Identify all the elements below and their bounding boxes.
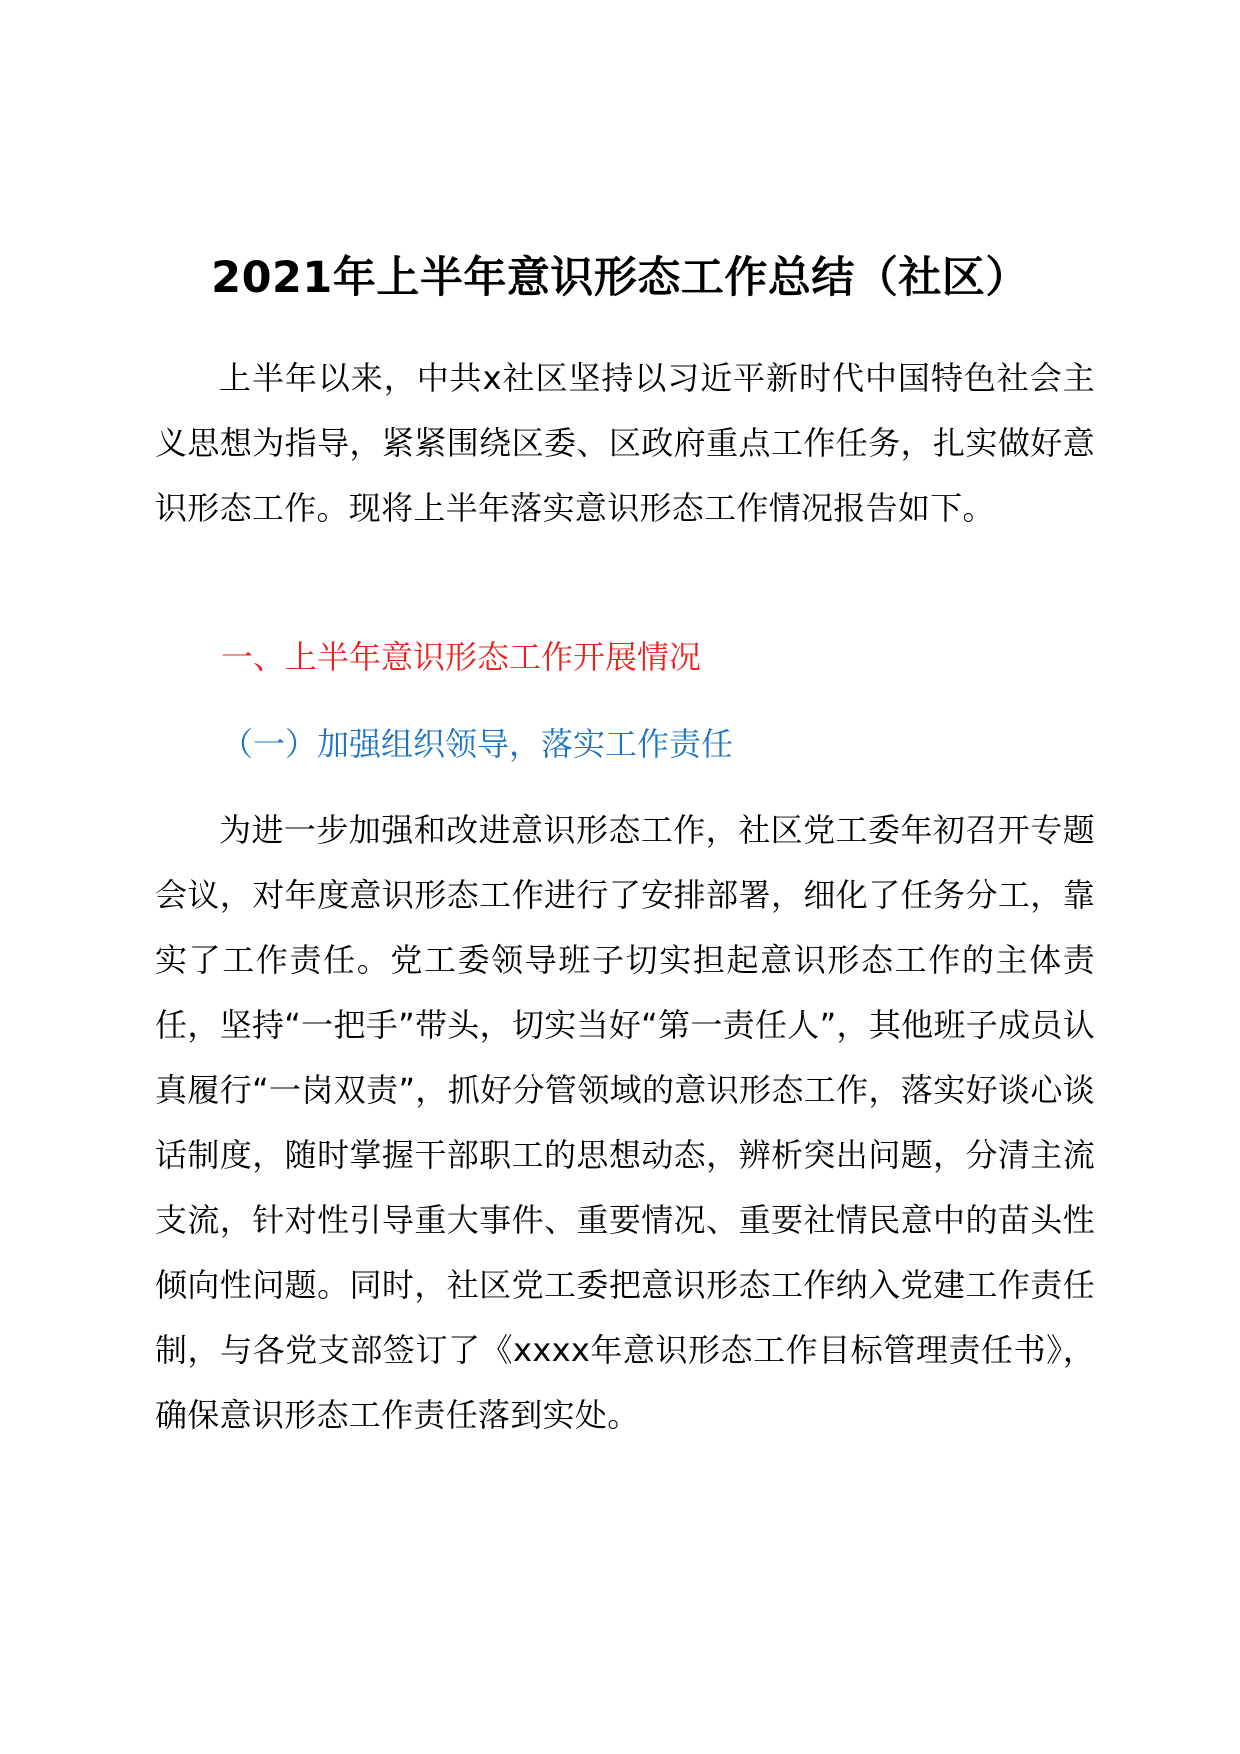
subsection-heading: （一）加强组织领导，落实工作责任 xyxy=(221,725,734,763)
body-paragraph: 为进一步加强和改进意识形态工作，社区党工委年初召开专题会议，对年度意识形态工作进行了安排部署，细化了任务分工，靠实了工作责任。党工委领导班子切实担起意识形态工作的主体责任，坚持“一把手”带头，切实当好“第一责任人”，其他班子成员认真履行“一岗双责”，抓好分管领域的意识形态工作，落实好谈心谈话制度，随时掌握干部职工的思想动态，辨析突出问题，分清主流支流，针对性引导重大事件、重要情况、重要社情民意中的苗头性倾向性问题。同时，社区党工委把意识形态工作纳入党建工作责任制，与各党支部签订了《xxxx年意识形态工作目标管理责任书》，确保意识形态工作责任落到实处。 xyxy=(155,811,1095,1434)
section-heading: 一、上半年意识形态工作开展情况 xyxy=(221,638,702,676)
document-title: 2021年上半年意识形态工作总结（社区） xyxy=(211,253,1029,303)
intro-paragraph: 上半年以来，中共x社区坚持以习近平新时代中国特色社会主义思想为指导，紧紧围绕区委、区政府重点工作任务，扎实做好意识形态工作。现将上半年落实意识形态工作情况报告如下。 xyxy=(155,359,1095,527)
